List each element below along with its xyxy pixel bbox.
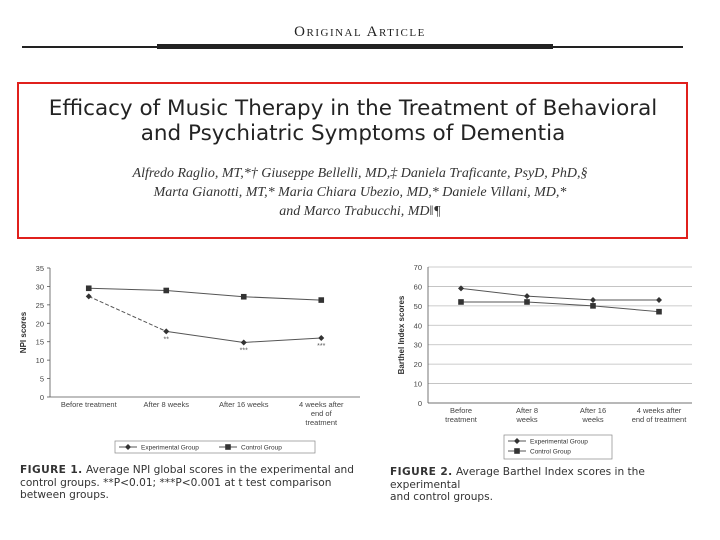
article-title-line-2: and Psychiatric Symptoms of Dementia — [140, 121, 566, 146]
x-tick-label: After 16 weeks — [218, 400, 269, 409]
legend-label: Control Group — [241, 444, 282, 452]
legend-label: Experimental Group — [141, 444, 199, 452]
data-point — [656, 297, 662, 303]
authors-line-2: Marta Gianotti, MT,* Maria Chiara Ubezio, MD,* Daniele Villani, MD,* — [153, 185, 567, 200]
x-tick-label: end of treatment — [631, 415, 687, 424]
data-point — [241, 339, 247, 345]
y-tick-label: 70 — [413, 263, 422, 272]
legend-label: Experimental Group — [530, 438, 588, 446]
x-tick-label: end of — [310, 409, 332, 418]
figure-2-caption — [390, 466, 710, 504]
x-tick-label: weeks — [516, 415, 538, 424]
legend-marker — [514, 448, 520, 454]
x-tick-label: 4 weeks after — [636, 406, 682, 415]
y-tick-label: 20 — [35, 319, 44, 329]
x-tick-label: Before — [449, 406, 473, 415]
data-point — [590, 303, 596, 309]
data-point — [86, 285, 92, 291]
y-tick-label: 20 — [413, 360, 422, 370]
x-tick-label: After 8 — [515, 406, 539, 415]
data-point — [163, 288, 169, 294]
data-point — [86, 293, 92, 299]
figure-2-caption-label: FIGURE 2. — [390, 466, 453, 478]
figure-1-caption-label: FIGURE 1. — [20, 464, 83, 476]
y-tick-label: 15 — [35, 337, 44, 347]
y-tick-label: 50 — [413, 301, 422, 311]
significance-mark: *** — [317, 343, 326, 351]
legend-marker — [225, 444, 231, 450]
significance-mark: ** — [163, 336, 169, 344]
x-tick-label: treatment — [305, 418, 338, 427]
y-tick-label: 10 — [35, 356, 44, 366]
legend-marker — [514, 438, 520, 444]
figure-1-caption-line-2: control groups. **P<0.01; ***P<0.001 at t test comparison — [20, 476, 332, 489]
legend-label: Control Group — [530, 448, 571, 456]
x-tick-label: treatment — [445, 415, 477, 424]
article-title — [20, 96, 686, 146]
figure-1-chart — [0, 255, 380, 455]
y-tick-label: 35 — [35, 264, 44, 273]
legend-marker — [125, 444, 131, 450]
data-point — [590, 297, 596, 303]
x-tick-label: 4 weeks after — [298, 400, 344, 409]
figure-1-caption — [20, 464, 380, 502]
authors-line-3: and Marco Trabucchi, MD‖¶ — [279, 204, 441, 219]
y-tick-label: 0 — [39, 393, 44, 402]
data-point — [241, 294, 247, 300]
section-label: Original Article — [294, 24, 426, 40]
y-tick-label: 0 — [417, 399, 422, 408]
y-tick-label: 40 — [413, 321, 422, 331]
y-axis-label: NPI scores — [19, 311, 28, 354]
y-tick-label: 30 — [413, 340, 422, 350]
data-point — [524, 299, 530, 305]
header-rule-left — [22, 46, 157, 48]
x-tick-label: After 16 — [579, 406, 607, 415]
data-point — [656, 309, 662, 315]
significance-mark: *** — [239, 347, 248, 355]
authors-line-1: Alfredo Raglio, MT,*† Giuseppe Bellelli, MD,‡ Daniela Traficante, PsyD, PhD,§ — [132, 166, 588, 181]
data-point — [318, 335, 324, 341]
figure-2-caption-line-2: and control groups. — [390, 491, 494, 503]
x-tick-label: After 8 weeks — [143, 400, 189, 409]
data-point — [458, 299, 464, 305]
article-title-line-1: Efficacy of Music Therapy in the Treatment of Behavioral — [48, 96, 658, 121]
figure-1-caption-line-1: Average NPI global scores in the experimental and — [85, 464, 354, 476]
series-line-segment — [89, 296, 167, 331]
header-rule-center — [157, 44, 553, 49]
figure-2-caption-line-1: Average Barthel Index scores in the experimental — [390, 466, 645, 491]
figure-1-caption-line-3: between groups. — [20, 489, 109, 501]
data-point — [163, 328, 169, 334]
x-tick-label: Before treatment — [60, 400, 117, 409]
x-tick-label: weeks — [582, 415, 604, 424]
y-tick-label: 10 — [413, 379, 422, 389]
series-line — [461, 302, 659, 312]
data-point — [524, 293, 530, 299]
y-tick-label: 25 — [35, 300, 44, 310]
data-point — [318, 297, 324, 303]
series-line — [461, 288, 659, 300]
y-tick-label: 60 — [413, 282, 422, 292]
series-line — [89, 288, 322, 300]
y-tick-label: 5 — [39, 374, 44, 384]
y-axis-label: Barthel Index scores — [397, 295, 406, 375]
header-rule-right — [553, 46, 683, 48]
y-tick-label: 30 — [35, 282, 44, 292]
figure-2-chart — [380, 255, 720, 465]
